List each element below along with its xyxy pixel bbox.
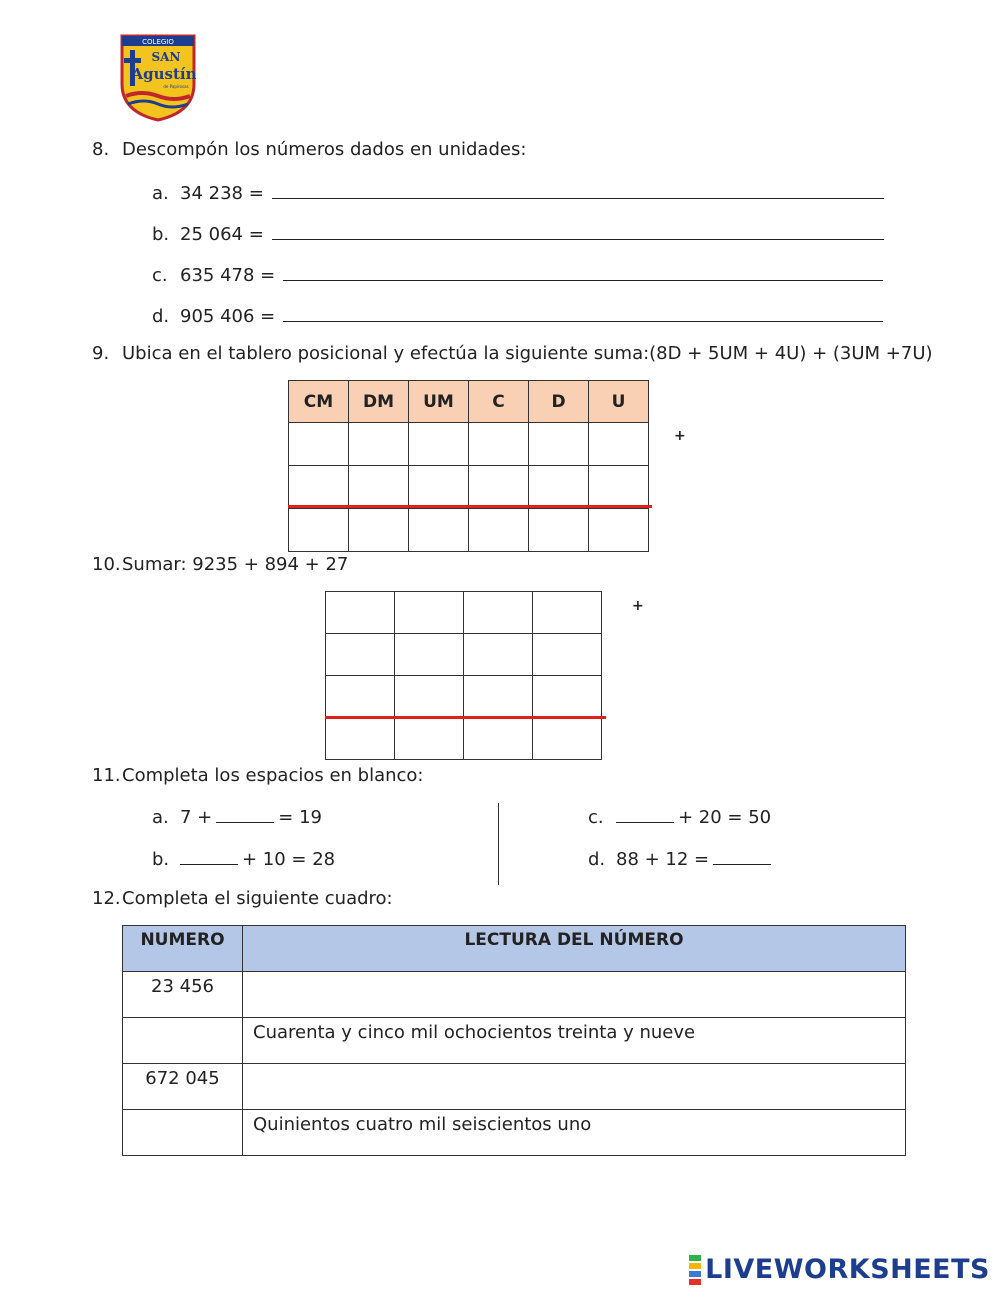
lectura-cell: Quinientos cuatro mil seiscientos uno — [243, 1110, 906, 1156]
pv-result-cell[interactable] — [409, 509, 469, 552]
q11-item-a: a. 7 + = 19 — [152, 807, 322, 828]
pv-result-cell[interactable] — [469, 509, 529, 552]
question-9 — [92, 343, 933, 364]
question-12 — [92, 888, 393, 909]
logo-line1: SAN — [151, 50, 181, 64]
q8-item-c: c. 635 478 = — [152, 262, 883, 286]
question-8 — [92, 139, 526, 160]
pv-cell[interactable] — [529, 423, 589, 466]
pv-result-cell[interactable] — [289, 509, 349, 552]
sum-cell[interactable] — [395, 676, 464, 718]
question-text: Sumar: 9235 + 894 + 27 — [122, 554, 349, 575]
sum-cell[interactable] — [533, 676, 602, 718]
pv-header-u: U — [589, 381, 649, 423]
column-divider — [498, 803, 499, 885]
question-number: 11. — [92, 765, 121, 786]
place-value-table — [288, 380, 649, 552]
brand-logo-icon — [689, 1255, 701, 1285]
pv-header-dm: DM — [349, 381, 409, 423]
question-text: Completa el siguiente cuadro: — [122, 888, 393, 909]
question-text: Completa los espacios en blanco: — [122, 765, 424, 786]
sum-grid — [325, 591, 602, 760]
pv-cell[interactable] — [349, 466, 409, 509]
question-text: Ubica en el tablero posicional y efectúa la siguiente suma:(8D + 5UM + 4U) + (3UM +7U) — [122, 343, 933, 364]
lectura-cell[interactable] — [243, 972, 906, 1018]
number-reading-table — [122, 925, 906, 1156]
q8-item-b: b. 25 064 = — [152, 221, 884, 245]
question-number: 12. — [92, 888, 121, 909]
sum-cell[interactable] — [464, 634, 533, 676]
pv-header-d: D — [529, 381, 589, 423]
q11-item-d: d. 88 + 12 = — [588, 848, 775, 870]
school-logo — [120, 34, 196, 122]
lectura-cell: Cuarenta y cinco mil ochocientos treinta y nueve — [243, 1018, 906, 1064]
plus-sign: + — [674, 428, 686, 444]
answer-line[interactable] — [283, 262, 883, 281]
pv-cell[interactable] — [589, 466, 649, 509]
question-number: 10. — [92, 554, 121, 575]
sum-cell[interactable] — [326, 634, 395, 676]
question-number: 9. — [92, 343, 110, 364]
pv-cell[interactable] — [289, 466, 349, 509]
sum-cell[interactable] — [533, 634, 602, 676]
sum-divider-line — [325, 716, 606, 719]
plus-sign: + — [632, 598, 644, 614]
header-lectura: LECTURA DEL NÚMERO — [243, 926, 906, 972]
sum-cell[interactable] — [395, 634, 464, 676]
logo-small-text: de Papirosas — [163, 84, 189, 89]
pv-cell[interactable] — [469, 423, 529, 466]
brand-name: LIVEWORKSHEETS — [705, 1254, 990, 1285]
sum-cell[interactable] — [464, 592, 533, 634]
question-text: Descompón los números dados en unidades: — [122, 139, 527, 160]
pv-cell[interactable] — [289, 423, 349, 466]
sum-cell[interactable] — [326, 592, 395, 634]
sum-cell[interactable] — [464, 676, 533, 718]
pv-header-cm: CM — [289, 381, 349, 423]
sum-divider-line — [288, 505, 652, 508]
pv-cell[interactable] — [589, 423, 649, 466]
pv-result-cell[interactable] — [589, 509, 649, 552]
question-number: 8. — [92, 139, 110, 160]
lectura-cell[interactable] — [243, 1064, 906, 1110]
pv-cell[interactable] — [469, 466, 529, 509]
sum-result-cell[interactable] — [395, 718, 464, 760]
pv-cell[interactable] — [409, 423, 469, 466]
blank-field[interactable] — [180, 848, 238, 865]
answer-line[interactable] — [272, 180, 884, 199]
question-11 — [92, 765, 424, 786]
header-numero: NUMERO — [123, 926, 243, 972]
sum-result-cell[interactable] — [533, 718, 602, 760]
answer-line[interactable] — [283, 303, 883, 322]
q11-item-c: c. + 20 = 50 — [588, 807, 772, 828]
sum-cell[interactable] — [326, 676, 395, 718]
q11-item-b: b. + 10 = 28 — [152, 849, 336, 870]
question-10 — [92, 554, 348, 575]
logo-top-text: COLEGIO — [142, 38, 174, 46]
pv-result-cell[interactable] — [529, 509, 589, 552]
liveworksheets-brand — [689, 1254, 990, 1285]
numero-cell[interactable] — [123, 1018, 243, 1064]
sum-result-cell[interactable] — [464, 718, 533, 760]
pv-header-um: UM — [409, 381, 469, 423]
blank-field[interactable] — [616, 806, 674, 823]
pv-cell[interactable] — [529, 466, 589, 509]
numero-cell: 23 456 — [123, 972, 243, 1018]
pv-header-c: C — [469, 381, 529, 423]
pv-cell[interactable] — [349, 423, 409, 466]
answer-line[interactable] — [272, 221, 884, 240]
numero-cell[interactable] — [123, 1110, 243, 1156]
sum-cell[interactable] — [533, 592, 602, 634]
q8-item-a: a. 34 238 = — [152, 180, 884, 204]
sum-result-cell[interactable] — [326, 718, 395, 760]
numero-cell: 672 045 — [123, 1064, 243, 1110]
blank-field[interactable] — [713, 848, 771, 865]
sum-cell[interactable] — [395, 592, 464, 634]
pv-result-cell[interactable] — [349, 509, 409, 552]
q8-item-d: d. 905 406 = — [152, 303, 883, 327]
logo-line2: Agustín — [131, 65, 196, 83]
pv-cell[interactable] — [409, 466, 469, 509]
blank-field[interactable] — [216, 806, 274, 823]
